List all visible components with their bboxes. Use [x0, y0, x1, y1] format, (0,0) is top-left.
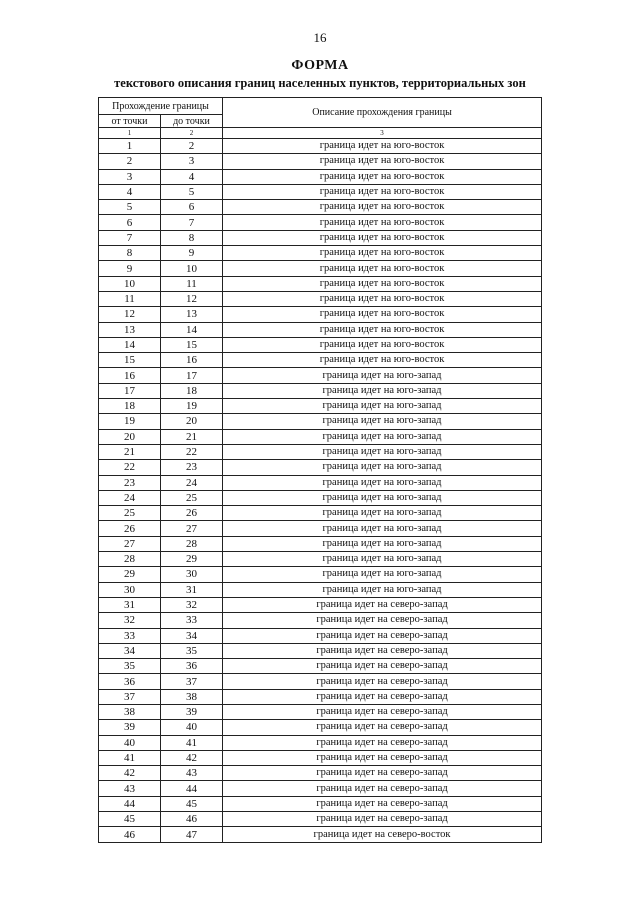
- cell-to-point: 19: [161, 399, 223, 414]
- cell-description: граница идет на северо-запад: [223, 720, 542, 735]
- table-row: [99, 154, 542, 169]
- cell-from-point: 28: [99, 552, 161, 567]
- cell-from-point: 46: [99, 827, 161, 842]
- cell-description: граница идет на юго-запад: [223, 567, 542, 582]
- cell-to-point: 7: [161, 215, 223, 230]
- cell-from-point: 7: [99, 230, 161, 245]
- cell-description: граница идет на юго-восток: [223, 307, 542, 322]
- cell-from-point: 3: [99, 169, 161, 184]
- cell-to-point: 11: [161, 276, 223, 291]
- form-title: ФОРМА: [291, 58, 349, 73]
- cell-from-point: 42: [99, 766, 161, 781]
- cell-to-point: 27: [161, 521, 223, 536]
- cell-description: граница идет на юго-восток: [223, 215, 542, 230]
- cell-to-point: 21: [161, 429, 223, 444]
- cell-to-point: 36: [161, 659, 223, 674]
- cell-to-point: 32: [161, 597, 223, 612]
- cell-from-point: 32: [99, 613, 161, 628]
- cell-to-point: 6: [161, 200, 223, 215]
- cell-description: граница идет на юго-восток: [223, 337, 542, 352]
- cell-from-point: 38: [99, 704, 161, 719]
- cell-description: граница идет на юго-запад: [223, 414, 542, 429]
- table-row: [99, 322, 542, 337]
- table-row: [99, 460, 542, 475]
- cell-from-point: 8: [99, 246, 161, 261]
- header-boundary-passage: Прохождение границы: [99, 98, 223, 115]
- table-row: [99, 444, 542, 459]
- table-row: [99, 567, 542, 582]
- cell-description: граница идет на северо-запад: [223, 643, 542, 658]
- cell-to-point: 45: [161, 796, 223, 811]
- cell-to-point: 22: [161, 444, 223, 459]
- cell-from-point: 24: [99, 490, 161, 505]
- cell-to-point: 25: [161, 490, 223, 505]
- cell-to-point: 3: [161, 154, 223, 169]
- cell-from-point: 1: [99, 139, 161, 154]
- cell-from-point: 22: [99, 460, 161, 475]
- table-row: [99, 353, 542, 368]
- table-row: [99, 796, 542, 811]
- cell-from-point: 23: [99, 475, 161, 490]
- boundary-table: [98, 97, 542, 843]
- table-row: [99, 781, 542, 796]
- cell-from-point: 2: [99, 154, 161, 169]
- cell-from-point: 37: [99, 689, 161, 704]
- table-row: [99, 704, 542, 719]
- table-row: [99, 766, 542, 781]
- cell-from-point: 15: [99, 353, 161, 368]
- cell-to-point: 30: [161, 567, 223, 582]
- table-row: [99, 215, 542, 230]
- cell-from-point: 10: [99, 276, 161, 291]
- table-row: [99, 276, 542, 291]
- table-row: [99, 735, 542, 750]
- cell-to-point: 10: [161, 261, 223, 276]
- cell-description: граница идет на юго-запад: [223, 399, 542, 414]
- cell-to-point: 17: [161, 368, 223, 383]
- cell-description: граница идет на юго-восток: [223, 276, 542, 291]
- cell-description: граница идет на юго-восток: [223, 200, 542, 215]
- header-to-point: до точки: [161, 115, 223, 128]
- cell-from-point: 6: [99, 215, 161, 230]
- cell-to-point: 44: [161, 781, 223, 796]
- cell-description: граница идет на юго-запад: [223, 383, 542, 398]
- form-subtitle: текстового описания границ населенных пунктов, территориальных зон: [114, 76, 526, 90]
- cell-from-point: 27: [99, 536, 161, 551]
- cell-to-point: 2: [161, 139, 223, 154]
- table-row: [99, 383, 542, 398]
- cell-from-point: 9: [99, 261, 161, 276]
- table-row: [99, 552, 542, 567]
- table-row: [99, 337, 542, 352]
- cell-to-point: 14: [161, 322, 223, 337]
- cell-to-point: 31: [161, 582, 223, 597]
- cell-description: граница идет на северо-запад: [223, 704, 542, 719]
- table-row: [99, 827, 542, 842]
- cell-to-point: 46: [161, 812, 223, 827]
- cell-description: граница идет на северо-запад: [223, 659, 542, 674]
- table-row: [99, 643, 542, 658]
- cell-description: граница идет на северо-запад: [223, 628, 542, 643]
- cell-from-point: 11: [99, 291, 161, 306]
- cell-to-point: 23: [161, 460, 223, 475]
- cell-to-point: 47: [161, 827, 223, 842]
- cell-to-point: 13: [161, 307, 223, 322]
- cell-from-point: 14: [99, 337, 161, 352]
- cell-to-point: 29: [161, 552, 223, 567]
- cell-to-point: 35: [161, 643, 223, 658]
- page-number: 16: [313, 30, 327, 45]
- cell-description: граница идет на юго-восток: [223, 353, 542, 368]
- cell-to-point: 26: [161, 506, 223, 521]
- cell-to-point: 8: [161, 230, 223, 245]
- table-row: [99, 246, 542, 261]
- cell-to-point: 33: [161, 613, 223, 628]
- table-row: [99, 139, 542, 154]
- cell-description: граница идет на юго-восток: [223, 246, 542, 261]
- cell-from-point: 43: [99, 781, 161, 796]
- table-row: [99, 536, 542, 551]
- header-from-point: от точки: [99, 115, 161, 128]
- table-row: [99, 399, 542, 414]
- cell-from-point: 39: [99, 720, 161, 735]
- cell-description: граница идет на северо-запад: [223, 766, 542, 781]
- table-row: [99, 475, 542, 490]
- cell-to-point: 38: [161, 689, 223, 704]
- cell-from-point: 13: [99, 322, 161, 337]
- cell-description: граница идет на северо-запад: [223, 613, 542, 628]
- cell-to-point: 16: [161, 353, 223, 368]
- cell-to-point: 28: [161, 536, 223, 551]
- cell-to-point: 4: [161, 169, 223, 184]
- table-row: [99, 506, 542, 521]
- cell-description: граница идет на северо-восток: [223, 827, 542, 842]
- table-row: [99, 674, 542, 689]
- cell-description: граница идет на северо-запад: [223, 674, 542, 689]
- cell-to-point: 42: [161, 750, 223, 765]
- cell-to-point: 34: [161, 628, 223, 643]
- cell-from-point: 17: [99, 383, 161, 398]
- cell-description: граница идет на юго-запад: [223, 552, 542, 567]
- cell-from-point: 4: [99, 184, 161, 199]
- cell-from-point: 21: [99, 444, 161, 459]
- table-row: [99, 291, 542, 306]
- cell-description: граница идет на юго-запад: [223, 368, 542, 383]
- cell-description: граница идет на северо-запад: [223, 597, 542, 612]
- cell-description: граница идет на юго-запад: [223, 536, 542, 551]
- cell-to-point: 12: [161, 291, 223, 306]
- header-col-number-2: 2: [161, 128, 223, 139]
- cell-description: граница идет на юго-восток: [223, 184, 542, 199]
- table-row: [99, 582, 542, 597]
- table-row: [99, 230, 542, 245]
- cell-description: граница идет на северо-запад: [223, 812, 542, 827]
- table-row: [99, 521, 542, 536]
- cell-from-point: 25: [99, 506, 161, 521]
- cell-description: граница идет на юго-запад: [223, 475, 542, 490]
- cell-from-point: 16: [99, 368, 161, 383]
- cell-from-point: 20: [99, 429, 161, 444]
- cell-from-point: 35: [99, 659, 161, 674]
- cell-description: граница идет на юго-восток: [223, 169, 542, 184]
- cell-from-point: 40: [99, 735, 161, 750]
- table-row: [99, 169, 542, 184]
- cell-description: граница идет на юго-запад: [223, 460, 542, 475]
- cell-description: граница идет на юго-запад: [223, 521, 542, 536]
- cell-description: граница идет на юго-запад: [223, 490, 542, 505]
- cell-description: граница идет на северо-запад: [223, 750, 542, 765]
- table-row: [99, 597, 542, 612]
- cell-to-point: 15: [161, 337, 223, 352]
- table-body: [99, 139, 542, 843]
- cell-description: граница идет на юго-восток: [223, 261, 542, 276]
- cell-description: граница идет на северо-запад: [223, 796, 542, 811]
- cell-from-point: 19: [99, 414, 161, 429]
- cell-description: граница идет на северо-запад: [223, 781, 542, 796]
- cell-to-point: 9: [161, 246, 223, 261]
- table-row: [99, 659, 542, 674]
- cell-from-point: 41: [99, 750, 161, 765]
- cell-from-point: 44: [99, 796, 161, 811]
- cell-from-point: 29: [99, 567, 161, 582]
- table-row: [99, 613, 542, 628]
- cell-from-point: 45: [99, 812, 161, 827]
- cell-from-point: 26: [99, 521, 161, 536]
- cell-description: граница идет на северо-запад: [223, 689, 542, 704]
- table-row: [99, 490, 542, 505]
- header-col-number-3: 3: [223, 128, 542, 139]
- cell-from-point: 5: [99, 200, 161, 215]
- cell-description: граница идет на юго-восток: [223, 291, 542, 306]
- cell-description: граница идет на юго-запад: [223, 506, 542, 521]
- cell-to-point: 5: [161, 184, 223, 199]
- table-row: [99, 307, 542, 322]
- cell-from-point: 12: [99, 307, 161, 322]
- cell-from-point: 34: [99, 643, 161, 658]
- table-row: [99, 720, 542, 735]
- cell-description: граница идет на юго-восток: [223, 322, 542, 337]
- cell-description: граница идет на юго-запад: [223, 444, 542, 459]
- cell-from-point: 30: [99, 582, 161, 597]
- table-row: [99, 689, 542, 704]
- cell-description: граница идет на юго-восток: [223, 230, 542, 245]
- cell-description: граница идет на юго-восток: [223, 139, 542, 154]
- cell-from-point: 36: [99, 674, 161, 689]
- cell-to-point: 37: [161, 674, 223, 689]
- table-row: [99, 200, 542, 215]
- cell-to-point: 43: [161, 766, 223, 781]
- table-row: [99, 812, 542, 827]
- cell-to-point: 41: [161, 735, 223, 750]
- table-row: [99, 184, 542, 199]
- table-row: [99, 261, 542, 276]
- header-col-number-1: 1: [99, 128, 161, 139]
- cell-to-point: 39: [161, 704, 223, 719]
- cell-to-point: 18: [161, 383, 223, 398]
- cell-from-point: 18: [99, 399, 161, 414]
- cell-description: граница идет на юго-запад: [223, 582, 542, 597]
- cell-to-point: 20: [161, 414, 223, 429]
- table-row: [99, 368, 542, 383]
- cell-from-point: 33: [99, 628, 161, 643]
- cell-description: граница идет на юго-запад: [223, 429, 542, 444]
- cell-description: граница идет на северо-запад: [223, 735, 542, 750]
- cell-to-point: 40: [161, 720, 223, 735]
- cell-description: граница идет на юго-восток: [223, 154, 542, 169]
- table-row: [99, 429, 542, 444]
- header-description: Описание прохождения границы: [223, 98, 542, 128]
- table-row: [99, 750, 542, 765]
- table-row: [99, 628, 542, 643]
- cell-to-point: 24: [161, 475, 223, 490]
- cell-from-point: 31: [99, 597, 161, 612]
- table-row: [99, 414, 542, 429]
